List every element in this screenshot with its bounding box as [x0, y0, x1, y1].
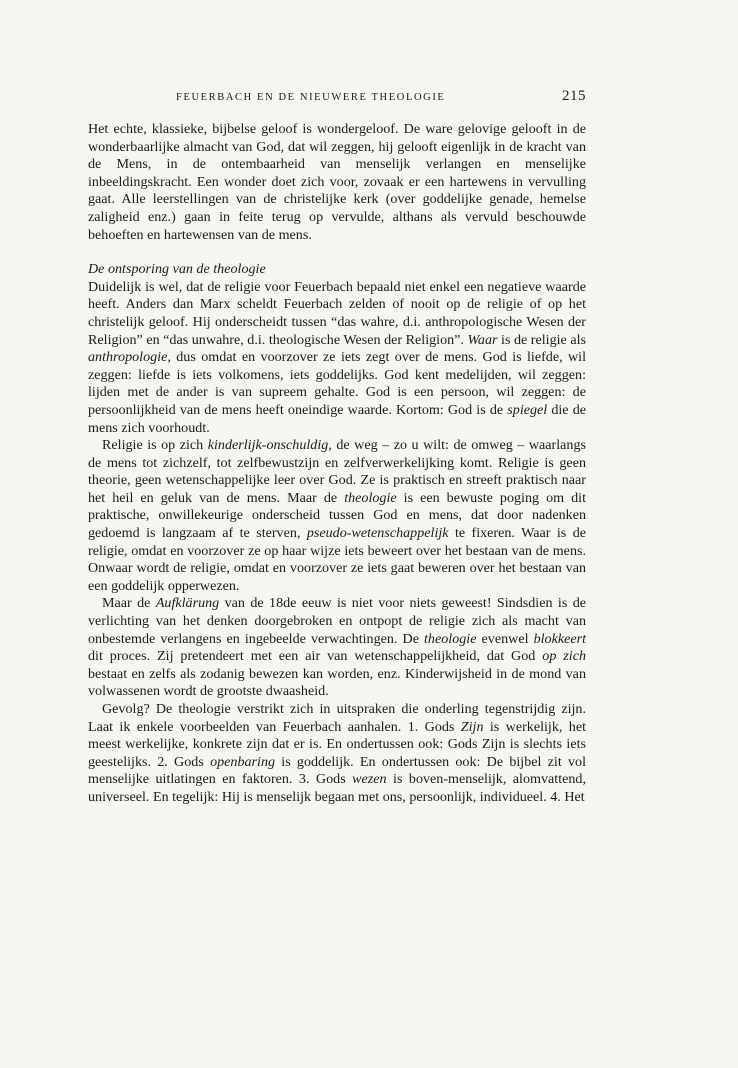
emphasis-kinderlijk: kinderlijk-onschuldig,: [207, 437, 332, 454]
paragraph-3: Religie is op zich kinderlijk-onschuldig, de weg – zo u wilt: de omweg – waarlangs de mens tot zichzelf, tot zelfbewustzijn en zelfverwerkelijking komt. Religie is geen theorie, geen wetenschappelijke leer over God. Ze is praktisch en streeft praktisch naar het heil en geluk van de mens. Maar de theologie is een bewuste poging om dit praktische, onwillekeurige onderscheid tussen God en mens, dat door nadenken gedoemd is langzaam af te sterven, pseudo-wetenschappelijk te fixeren. Waar is de religie, omdat en voorzover ze op haar wijze iets beweert over het bestaan van de mens. Onwaar wordt de religie, omdat en voorzover ze iets gaat beweren over het bestaan van een goddelijk opperwezen.: [88, 437, 586, 594]
running-header: [88, 88, 586, 105]
emphasis-waar: Waar: [467, 331, 498, 348]
emphasis-anthropologie: anthropologie,: [88, 349, 171, 366]
emphasis-pseudo: pseudo-wetenschappelijk: [306, 525, 449, 542]
paragraph-4: Maar de Aufklärung van de 18de eeuw is niet voor niets geweest! Sindsdien is de verlichting van het denken doorgebroken en ontpopt de religie zich als macht van onbestemde verlangens en ingebeelde verwachtingen. De theologie evenwel blokkeert dit proces. Zij pretendeert met een air van wetenschappelijkheid, dat God op zich bestaat en zelfs als zodanig bewezen kan worden, enz. Kinderwijsheid in de mond van volwassenen wordt de grootste dwaasheid.: [88, 595, 586, 700]
emphasis-openbaring: openbaring: [210, 753, 276, 770]
book-page: [88, 88, 586, 807]
emphasis-theologie: theologie: [344, 489, 397, 506]
emphasis-aufklarung: Aufklärung: [155, 595, 220, 612]
page-number: 215: [562, 88, 586, 104]
paragraph-1: Het echte, klassieke, bijbelse geloof is wondergeloof. De ware gelovige gelooft in de wonderbaarlijke almacht van God, dat wil zeggen, hij gelooft eigenlijk in de kracht van de Mens, in de ontembaarheid van menselijk verlangen en menselijke inbeeldingskracht. Een wonder doet zich voor, zovaak er een hartewens in vervulling gaat. Alle leerstellingen van de christelijke kerk (over goddelijke genade, hemelse zaligheid enz.) gaan in feite terug op vervulde, althans als vervuld beschouwde behoeften en hartewensen van de mens.: [88, 121, 586, 243]
emphasis-theologie-2: theologie: [424, 630, 477, 647]
paragraph-5: Gevolg? De theologie verstrikt zich in uitspraken die onderling tegenstrijdig zijn. Laat ik enkele voorbeelden van Feuerbach aanhalen. 1. Gods Zijn is werkelijk, het meest werkelijke, konkrete zijn dat er is. En ondertussen ook: Gods Zijn is slechts iets geestelijks. 2. Gods openbaring is goddelijk. En ondertussen ook: De bijbel zit vol menselijke uitlatingen en faktoren. 3. Gods wezen is boven-menselijk, alomvattend, universeel. En tegelijk: Hij is menselijk begaan met ons, persoonlijk, individueel. 4. Het: [88, 701, 586, 805]
emphasis-op-zich: op zich: [542, 648, 586, 665]
emphasis-zijn: Zijn: [460, 718, 484, 735]
emphasis-wezen: wezen: [352, 771, 387, 788]
section-heading: De ontsporing van de theologie: [88, 261, 266, 278]
emphasis-spiegel: spiegel: [507, 401, 548, 418]
running-title: FEUERBACH EN DE NIEUWERE THEOLOGIE: [176, 92, 446, 103]
paragraph-2: Duidelijk is wel, dat de religie voor Feuerbach bepaald niet enkel een negatieve waarde heeft. Anders dan Marx scheldt Feuerbach zelden of nooit op de religie of op het christelijk geloof. Hij onderscheidt tussen “das wahre, d.i. anthropologische Wesen der Religion” en “das unwahre, d.i. theologische Wesen der Religion”. Waar is de religie als anthropologie, dus omdat en voorzover ze iets zegt over de mens. God is liefde, wil zeggen: liefde is iets volkomens, iets goddelijks. God kent medelijden, wil zeggen: lijden met de ander is van supreem gehalte. God is een persoon, wil zeggen: de persoonlijkheid van de mens heeft oneindige waarde. Kortom: God is de spiegel die de mens zich voorhoudt.: [88, 278, 586, 436]
emphasis-blokkeert: blokkeert: [533, 630, 586, 647]
paragraph-gap: [88, 244, 586, 261]
